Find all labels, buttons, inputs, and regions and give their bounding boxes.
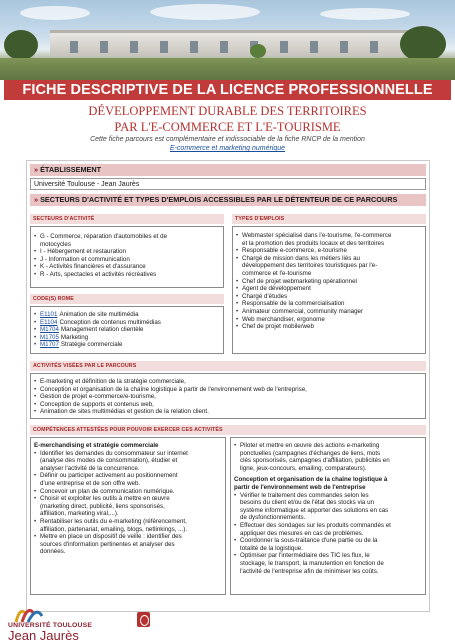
- subtitle-line2: PAR L'E-COMMERCE ET L'E-TOURISME: [114, 120, 341, 134]
- rome-item: • M1705 Marketing: [34, 333, 89, 341]
- list-item: • Identifier les demandes du consommateur sur internet: [34, 449, 188, 457]
- activites-list: [34, 378, 307, 416]
- activites-heading: ACTIVITÉS VISÉES PAR LE PARCOURS: [30, 361, 426, 371]
- arrow-icon: »: [34, 195, 39, 204]
- list-item: • Conception de supports et contenus web,: [34, 400, 154, 408]
- university-logo: [6, 602, 156, 640]
- seal-icon: [137, 612, 150, 627]
- list-item: • Piloter et mettre en œuvre des actions e-marketing: [234, 442, 380, 449]
- competence-group-title: Conception et organisation de la chaîne logistique à: [234, 476, 388, 484]
- list-item: appliquer des mesures en cas de problèmes.: [240, 529, 364, 537]
- rome-code-link[interactable]: M1707: [40, 341, 59, 349]
- list-item: • Chef de projet mobile/web: [236, 323, 314, 331]
- rome-code-link[interactable]: M1705: [40, 333, 59, 341]
- page-title: FICHE DESCRIPTIVE DE LA LICENCE PROFESSIONNELLE: [4, 80, 451, 100]
- list-item: système informatique et apporter des solutions en cas: [240, 506, 389, 514]
- rome-item: • E1104 Conception de contenus multimédias: [34, 318, 161, 326]
- types-emplois-heading: TYPES D'EMPLOIS: [232, 214, 426, 224]
- list-item: clés sponsorisés, campagnes d'affiliation, publicités en: [240, 457, 390, 465]
- competence-group-title: partir de l'environnement web de l'entreprise: [234, 483, 366, 491]
- rome-heading: CODE(S) ROME: [30, 294, 224, 304]
- list-item: totalité de la logistique.: [240, 544, 303, 552]
- list-item: • Animateur commercial, community manager: [236, 307, 364, 315]
- rncp-note: Cette fiche parcours est complémentaire et indissociable de la fiche RNCP de la mention: [90, 136, 365, 143]
- list-item: • Rentabiliser les outils du e-marketing (référencement,: [34, 517, 187, 525]
- list-item: et la promotion des produits locaux et des territoires: [242, 239, 385, 247]
- rome-list: [34, 311, 161, 349]
- list-item: (marketing direct, publicité, liens sponsorisés,: [40, 502, 165, 510]
- list-item: • J - Information et communication: [34, 255, 130, 263]
- rome-item: • E1101 Animation de site multimédia: [34, 311, 139, 318]
- list-item: (analyse des modes de consommation), étudier et: [40, 457, 178, 465]
- list-item: affiliation, marketing viral,...).: [40, 510, 119, 518]
- list-item: • Responsable de la commercialisation: [236, 300, 345, 308]
- list-item: • Coordonner la sous-traitance d'une partie ou de la: [234, 537, 378, 545]
- list-item: • Choisir et exploiter les outils à mettre en œuvre: [34, 495, 170, 503]
- competences-right-list: [234, 442, 391, 575]
- list-item: • G - Commerce, réparation d'automobiles et de: [34, 233, 168, 240]
- arrow-icon: »: [34, 165, 39, 174]
- list-item: besoins du client et/ou de l'état des stocks via un: [240, 499, 374, 507]
- list-item: commerce et l'e-tourisme: [242, 269, 312, 277]
- list-item: données.: [40, 548, 66, 556]
- rome-item: • M1704 Management relation clientèle: [34, 326, 144, 334]
- list-item: • Agent de développement: [236, 285, 311, 293]
- list-item: • Animation de sites multimédias et gestion de la relation client.: [34, 408, 209, 416]
- list-item: • Vérifier le traitement des commandes selon les: [234, 491, 369, 499]
- list-item: • I - Hébergement et restauration: [34, 248, 126, 256]
- university-logo-icon: [12, 602, 48, 624]
- list-item: • Chargé de mission dans les métiers liés au: [236, 254, 360, 262]
- competences-heading: COMPÉTENCES ATTESTÉES POUR POUVOIR EXERCER CES ACTIVITÉS: [30, 425, 426, 435]
- rome-code-link[interactable]: M1704: [40, 326, 59, 334]
- rncp-note-link-row: [0, 145, 455, 152]
- secteurs-activite-list: [34, 233, 167, 279]
- list-item: stockage, le transport, la manutention en fonction de: [240, 559, 384, 567]
- campus-photo: [0, 0, 455, 80]
- rome-code-link[interactable]: E1101: [40, 311, 58, 318]
- rome-code-link[interactable]: E1104: [40, 318, 58, 326]
- logo-line2: Jean Jaurès: [8, 628, 79, 642]
- list-item: • Gestion de projet e-commerce/e-tourisme,: [34, 393, 156, 401]
- rncp-mention-link[interactable]: E-commerce et marketing numérique: [169, 145, 286, 152]
- secteurs-activite-heading: SECTEURS D'ACTIVITÉ: [30, 214, 224, 224]
- list-item: • Définir ou participer activement au positionnement: [34, 472, 178, 480]
- list-item: • Mettre en place un dispositif de veille : identifier des: [34, 533, 182, 541]
- list-item: • E-marketing et définition de la stratégie commerciale,: [34, 378, 186, 385]
- list-item: • Chef de projet webmarketing opérationnel: [236, 277, 357, 285]
- list-item: • Chargé d'études: [236, 292, 288, 300]
- list-item: développement des territoires touristiques par l'e-: [242, 262, 378, 270]
- list-item: • Concevoir un plan de communication numérique.: [34, 487, 175, 495]
- subtitle-line1: DÉVELOPPEMENT DURABLE DES TERRITOIRES: [88, 104, 367, 118]
- logo-line1: UNIVERSITÉ TOULOUSE: [8, 622, 93, 629]
- list-item: d'une entreprise et de son offre web.: [40, 479, 141, 487]
- list-item: analyser l'activité de la concurrence.: [40, 464, 140, 472]
- etablissement-heading: » ÉTABLISSEMENT: [30, 164, 426, 176]
- list-item: l'activité de l'entreprise afin de minimiser les coûts.: [240, 567, 379, 575]
- list-item: • Webmaster spécialisé dans l'e-tourisme, l'e-commerce: [236, 232, 392, 239]
- list-item: motocycles: [40, 240, 71, 248]
- list-item: • Responsable e-commerce, e-tourisme: [236, 247, 347, 255]
- list-item: • Web merchandiser, ergonome: [236, 315, 325, 323]
- secteurs-heading: » SECTEURS D'ACTIVITÉ ET TYPES D'EMPLOIS ACCESSIBLES PAR LE DÉTENTEUR DE CE PARCOURS: [30, 194, 426, 206]
- list-item: • Effectuer des sondages sur les produits commandés et: [234, 521, 391, 529]
- list-item: sources d'information pertinentes et analyser des: [40, 540, 175, 548]
- list-item: affiliation, partenariat, emailing, blogs, netlinkings, ...).: [40, 525, 188, 533]
- etablissement-value: Université Toulouse - Jean Jaurès: [30, 178, 426, 190]
- list-item: • K - Activités financières et d'assurance: [34, 263, 146, 271]
- types-emplois-list: [236, 232, 391, 331]
- list-item: • R - Arts, spectacles et activités récréatives: [34, 270, 157, 278]
- list-item: ponctuelles (campagnes d'échanges de liens, mots: [240, 449, 381, 457]
- list-item: • Optimiser par l'intermédiaire des TIC les flux, le: [234, 552, 370, 560]
- competences-left-list: [34, 442, 188, 556]
- list-item: de dysfonctionnements.: [240, 514, 306, 522]
- rome-item: • M1707 Stratégie commerciale: [34, 341, 123, 349]
- competence-group-title: E-merchandising et stratégie commerciale: [34, 442, 159, 449]
- list-item: ligne, jeux-concours, emailing, comparateurs).: [240, 464, 367, 472]
- list-item: • Conception et organisation de la chaîne logistique à partir de l'environnement web de l'entreprise,: [34, 385, 307, 393]
